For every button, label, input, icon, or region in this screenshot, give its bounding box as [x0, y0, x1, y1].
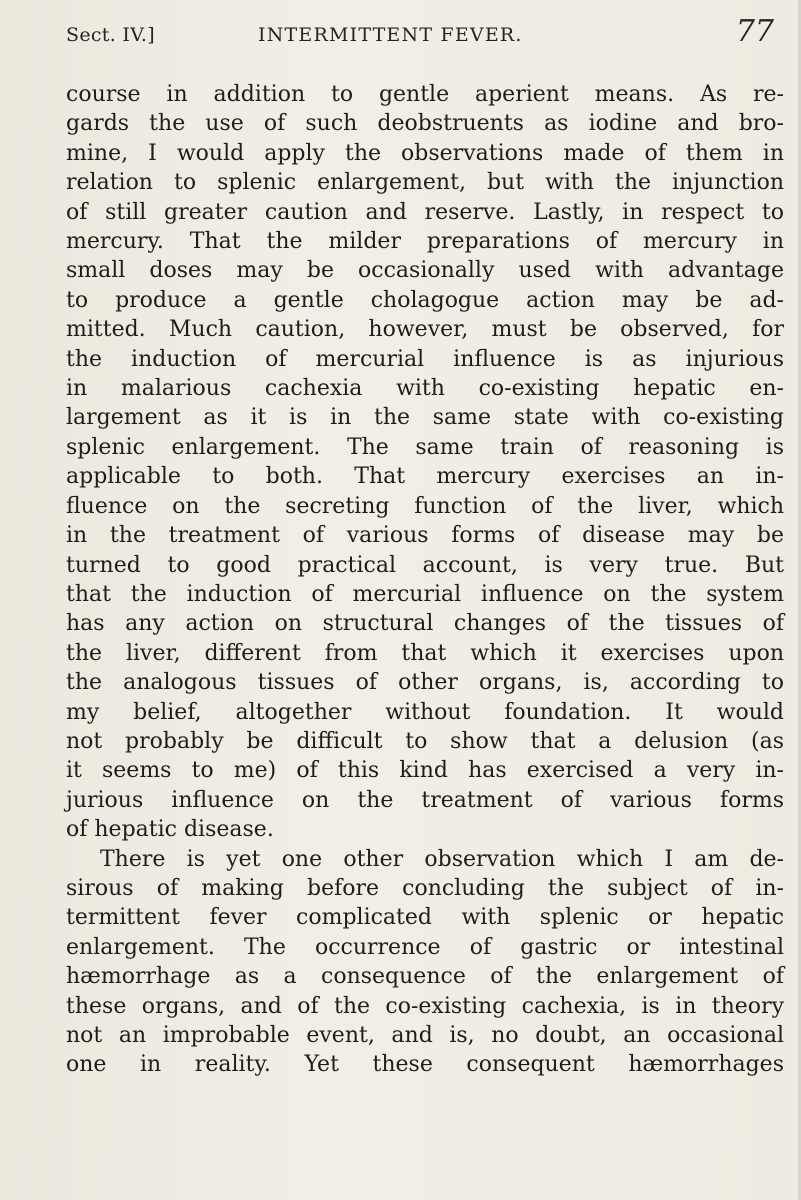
text-line: these organs, and of the co-existing cachexia, is in theory — [66, 993, 784, 1019]
text-line: turned to good practical account, is very true. But — [66, 552, 784, 578]
text-line: mine, I would apply the observations made of them in — [66, 140, 784, 166]
text-line: termittent fever complicated with splenic or hepatic — [66, 905, 784, 931]
text-line: of still greater caution and reserve. Lastly, in respect to — [66, 199, 784, 225]
text-line: hæmorrhage as a consequence of the enlargement of — [66, 964, 784, 990]
text-line: in the treatment of various forms of disease may be — [66, 523, 784, 549]
text-line: gards the use of such deobstruents as iodine and bro- — [66, 111, 784, 137]
text-line: has any action on structural changes of the tissues of — [66, 611, 784, 637]
text-line: in malarious cachexia with co-existing hepatic en- — [66, 376, 784, 402]
body-text — [66, 80, 784, 1080]
text-line: jurious influence on the treatment of various forms — [66, 787, 784, 813]
text-line: the liver, different from that which it exercises upon — [66, 640, 784, 666]
text-line: not an improbable event, and is, no doubt, an occasional — [66, 1023, 784, 1048]
page-number: 77 — [735, 14, 774, 49]
running-header — [66, 14, 774, 50]
text-line: mercury. That the milder preparations of mercury in — [66, 229, 784, 255]
section-reference: Sect. IV.] — [66, 24, 155, 46]
text-line: to produce a gentle cholagogue action may be ad- — [66, 287, 784, 313]
text-line: my belief, altogether without foundation. It would — [66, 699, 784, 725]
text-line: the induction of mercurial influence is as injurious — [66, 346, 784, 372]
text-line: fluence on the secreting function of the liver, which — [66, 493, 784, 519]
text-line: sirous of making before concluding the subject of in- — [66, 875, 784, 901]
text-line: the analogous tissues of other organs, is, according to — [66, 670, 784, 696]
paragraph-end-line: of hepatic disease. — [66, 817, 274, 843]
text-line: not probably be difficult to show that a delusion (as — [66, 728, 784, 754]
text-line: mitted. Much caution, however, must be observed, for — [66, 317, 784, 343]
running-title: INTERMITTENT FEVER. — [258, 24, 523, 46]
text-line: enlargement. The occurrence of gastric or intestinal — [66, 934, 784, 960]
text-line: course in addition to gentle aperient means. As re- — [66, 82, 784, 107]
text-line: largement as it is in the same state with co-existing — [66, 405, 784, 431]
text-line: it seems to me) of this kind has exercised a very in- — [66, 758, 784, 784]
paragraph-start-line: There is yet one other observation which I am de- — [100, 846, 784, 872]
text-line: relation to splenic enlargement, but with the injunction — [66, 170, 784, 196]
text-line: small doses may be occasionally used with advantage — [66, 258, 784, 284]
text-line: applicable to both. That mercury exercises an in- — [66, 464, 784, 490]
text-line: that the induction of mercurial influence on the system — [66, 581, 784, 607]
text-line: splenic enlargement. The same train of reasoning is — [66, 434, 784, 460]
text-line: one in reality. Yet these consequent hæmorrhages — [66, 1052, 784, 1078]
